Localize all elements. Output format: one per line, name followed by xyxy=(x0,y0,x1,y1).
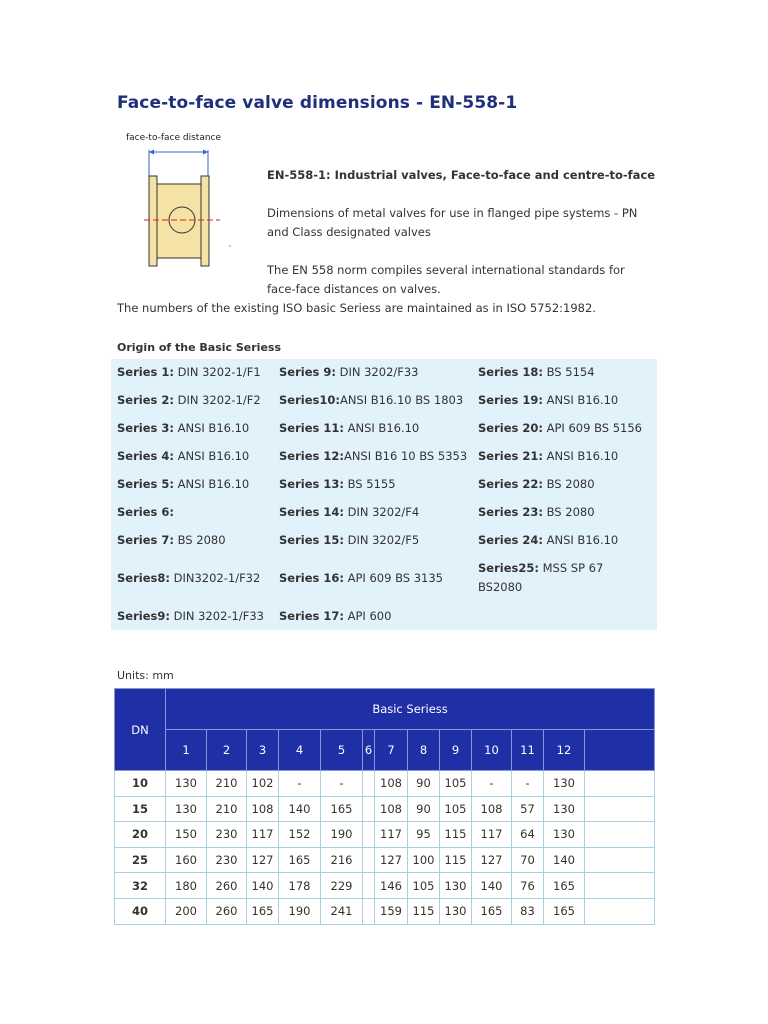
value-cell: 160 xyxy=(166,847,207,873)
series-item: Series25: MSS SP 67 BS2080 xyxy=(478,561,604,594)
series-header-row xyxy=(115,730,655,771)
value-cell: 64 xyxy=(512,822,544,848)
units-label: Units: mm xyxy=(117,669,174,682)
dn-cell: 40 xyxy=(115,898,166,924)
series-header: 1 xyxy=(166,730,207,771)
series-item: Series 11: ANSI B16.10 xyxy=(279,421,420,435)
value-cell: - xyxy=(279,771,321,797)
value-cell: 90 xyxy=(408,796,440,822)
dn-cell: 20 xyxy=(115,822,166,848)
series-header-empty xyxy=(585,730,655,771)
value-cell: 190 xyxy=(321,822,363,848)
value-cell: 165 xyxy=(544,898,585,924)
series-header: 2 xyxy=(207,730,247,771)
value-cell: 105 xyxy=(408,873,440,899)
table-row xyxy=(115,822,655,848)
value-cell: 178 xyxy=(279,873,321,899)
series-item: Series9: DIN 3202-1/F33 xyxy=(117,609,264,623)
series-item: Series 13: BS 5155 xyxy=(279,477,396,491)
value-cell: 216 xyxy=(321,847,363,873)
value-cell: 108 xyxy=(472,796,512,822)
value-cell: 90 xyxy=(408,771,440,797)
series-header: 5 xyxy=(321,730,363,771)
series-item: Series 12:ANSI B16 10 BS 5353 xyxy=(279,449,468,463)
value-cell: 130 xyxy=(544,796,585,822)
iso-note: The numbers of the existing ISO basic Seriess are maintained as in ISO 5752:1982. xyxy=(117,301,596,315)
diagram-label: face-to-face distance xyxy=(126,133,222,143)
series-header: 3 xyxy=(247,730,279,771)
page-title: Face-to-face valve dimensions - EN-558-1 xyxy=(117,93,518,113)
value-cell: 115 xyxy=(440,822,472,848)
table-row xyxy=(115,771,655,797)
series-item: Series 14: DIN 3202/F4 xyxy=(279,505,420,519)
empty-cell xyxy=(585,898,655,924)
value-cell: 210 xyxy=(207,771,247,797)
series-item: Series 3: ANSI B16.10 xyxy=(117,421,250,435)
empty-cell xyxy=(585,873,655,899)
value-cell xyxy=(363,898,375,924)
value-cell xyxy=(363,796,375,822)
value-cell: 140 xyxy=(472,873,512,899)
value-cell: - xyxy=(512,771,544,797)
value-cell: 210 xyxy=(207,796,247,822)
value-cell: 165 xyxy=(472,898,512,924)
series-item: Series 16: API 609 BS 3135 xyxy=(279,571,443,585)
dn-cell: 25 xyxy=(115,847,166,873)
value-cell xyxy=(363,847,375,873)
series-item: Series 6: xyxy=(117,505,174,519)
value-cell: 108 xyxy=(375,771,408,797)
value-cell: 108 xyxy=(375,796,408,822)
series-header: 10 xyxy=(472,730,512,771)
value-cell: 130 xyxy=(544,771,585,797)
dimensions-table xyxy=(114,688,655,925)
series-item: Series 22: BS 2080 xyxy=(478,477,595,491)
table-row xyxy=(115,796,655,822)
table-row xyxy=(115,847,655,873)
value-cell: 140 xyxy=(247,873,279,899)
value-cell: 180 xyxy=(166,873,207,899)
value-cell: 117 xyxy=(375,822,408,848)
empty-cell xyxy=(585,822,655,848)
dn-cell: 32 xyxy=(115,873,166,899)
standard-title: EN-558-1: Industrial valves, Face-to-face and centre-to-face xyxy=(267,168,656,182)
value-cell: 115 xyxy=(440,847,472,873)
value-cell: 229 xyxy=(321,873,363,899)
value-cell: 140 xyxy=(279,796,321,822)
series-header: 8 xyxy=(408,730,440,771)
value-cell: 165 xyxy=(544,873,585,899)
value-cell: 230 xyxy=(207,847,247,873)
series-item: Series 23: BS 2080 xyxy=(478,505,595,519)
table-row xyxy=(115,873,655,899)
value-cell: 165 xyxy=(279,847,321,873)
value-cell: 152 xyxy=(279,822,321,848)
value-cell: 108 xyxy=(247,796,279,822)
value-cell: 127 xyxy=(472,847,512,873)
series-item: Series 19: ANSI B16.10 xyxy=(478,393,619,407)
empty-cell xyxy=(585,847,655,873)
series-header: 11 xyxy=(512,730,544,771)
value-cell: 130 xyxy=(440,873,472,899)
value-cell: 95 xyxy=(408,822,440,848)
series-item: Series 20: API 609 BS 5156 xyxy=(478,421,642,435)
value-cell: - xyxy=(472,771,512,797)
value-cell: 100 xyxy=(408,847,440,873)
series-item: Series 24: ANSI B16.10 xyxy=(478,533,619,547)
value-cell: 130 xyxy=(166,796,207,822)
series-header: 9 xyxy=(440,730,472,771)
series-item: Series8: DIN3202-1/F32 xyxy=(117,571,261,585)
value-cell: 140 xyxy=(544,847,585,873)
standard-description: Dimensions of metal valves for use in flanged pipe systems - PN and Class designated valves xyxy=(267,206,638,239)
series-origin-list xyxy=(111,359,657,630)
value-cell: 130 xyxy=(440,898,472,924)
value-cell: 127 xyxy=(375,847,408,873)
value-cell: 241 xyxy=(321,898,363,924)
value-cell: 127 xyxy=(247,847,279,873)
value-cell: 130 xyxy=(166,771,207,797)
value-cell: 165 xyxy=(321,796,363,822)
value-cell xyxy=(363,822,375,848)
value-cell xyxy=(363,771,375,797)
series-item: Series 1: DIN 3202-1/F1 xyxy=(117,365,261,379)
value-cell: 230 xyxy=(207,822,247,848)
series-item: Series 17: API 600 xyxy=(279,609,392,623)
series-item: Series 7: BS 2080 xyxy=(117,533,226,547)
empty-cell xyxy=(585,771,655,797)
value-cell: 146 xyxy=(375,873,408,899)
value-cell: 117 xyxy=(247,822,279,848)
value-cell: 105 xyxy=(440,796,472,822)
series-item: Series 4: ANSI B16.10 xyxy=(117,449,250,463)
value-cell: 117 xyxy=(472,822,512,848)
series-item: Series10:ANSI B16.10 BS 1803 xyxy=(279,393,464,407)
value-cell: 260 xyxy=(207,898,247,924)
value-cell: 190 xyxy=(279,898,321,924)
value-cell: 150 xyxy=(166,822,207,848)
series-header: 6 xyxy=(363,730,375,771)
table-header-row xyxy=(115,689,655,730)
series-item: Series 9: DIN 3202/F33 xyxy=(279,365,419,379)
series-item: Series 18: BS 5154 xyxy=(478,365,595,379)
value-cell: 83 xyxy=(512,898,544,924)
series-item: Series 15: DIN 3202/F5 xyxy=(279,533,420,547)
value-cell: 115 xyxy=(408,898,440,924)
empty-cell xyxy=(585,796,655,822)
series-item: Series 21: ANSI B16.10 xyxy=(478,449,619,463)
value-cell: 102 xyxy=(247,771,279,797)
series-header: 4 xyxy=(279,730,321,771)
norm-description: The EN 558 norm compiles several international standards for face-face distances on valves. xyxy=(267,263,625,296)
dn-cell: 10 xyxy=(115,771,166,797)
basic-series-header: Basic Seriess xyxy=(166,689,655,730)
value-cell xyxy=(363,873,375,899)
value-cell: 159 xyxy=(375,898,408,924)
value-cell: 260 xyxy=(207,873,247,899)
table-row xyxy=(115,898,655,924)
value-cell: 70 xyxy=(512,847,544,873)
dn-cell: 15 xyxy=(115,796,166,822)
value-cell: - xyxy=(321,771,363,797)
value-cell: 105 xyxy=(440,771,472,797)
series-header: 12 xyxy=(544,730,585,771)
value-cell: 57 xyxy=(512,796,544,822)
origin-heading: Origin of the Basic Seriess xyxy=(117,341,282,354)
valve-diagram xyxy=(112,128,262,273)
value-cell: 130 xyxy=(544,822,585,848)
series-header: 7 xyxy=(375,730,408,771)
value-cell: 200 xyxy=(166,898,207,924)
value-cell: 76 xyxy=(512,873,544,899)
series-item: Series 5: ANSI B16.10 xyxy=(117,477,250,491)
series-item: Series 2: DIN 3202-1/F2 xyxy=(117,393,261,407)
value-cell: 165 xyxy=(247,898,279,924)
dn-header: DN xyxy=(115,689,166,771)
valve-diagram-drawing xyxy=(112,128,262,273)
